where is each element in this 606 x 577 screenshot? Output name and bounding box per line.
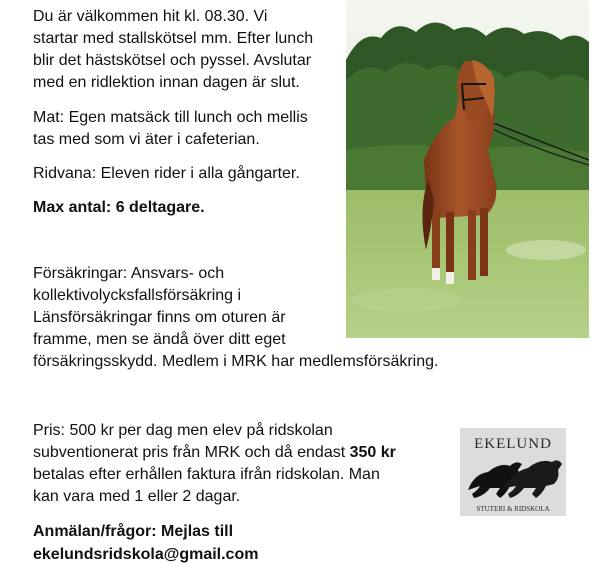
horse-photo [346,0,589,338]
riding-level: Ridvana: Eleven rider i alla gångarter. [33,165,300,182]
intro-line: med en ridlektion innan dagen är slut. [33,74,300,91]
insurance-line: Länsförsäkringar finns om oturen är [33,309,286,326]
contact-label: Anmälan/frågor: Mejlas till [33,523,234,540]
price-line: Pris: 500 kr per dag men elev på ridskolan [33,422,333,439]
contact-email: ekelundsridskola@gmail.com [33,546,259,563]
max-participants: Max antal: 6 deltagare. [33,199,205,216]
insurance-line: kollektivolycksfallsförsäkring i [33,287,242,304]
logo-name: EKELUND [474,436,552,452]
food-line: Mat: Egen matsäck till lunch och mellis [33,109,308,126]
logo-tagline: STUTERI & RIDSKOLA [476,505,550,513]
price-text: subventionerat pris från MRK och då endast [33,444,350,461]
price-line [33,442,396,463]
price-amount: 350 kr [349,444,396,461]
intro-line: blir det hästskötsel och pyssel. Avslutar [33,52,312,69]
logo-graphic [460,428,566,516]
insurance-line: försäkringsskydd. Medlem i MRK har medlemsförsäkring. [33,353,439,370]
price-line: kan vara med 1 eller 2 dagar. [33,488,241,505]
insurance-line: Försäkringar: Ansvars- och [33,265,225,282]
ekelund-logo [460,428,566,516]
food-line: tas med som vi äter i cafeterian. [33,131,260,148]
insurance-line: framme, men se ändå över ditt eget [33,331,286,348]
price-line: betalas efter erhållen faktura ifrån ridskolan. Man [33,466,380,483]
intro-line: startar med stallskötsel mm. Efter lunch [33,30,314,47]
intro-line: Du är välkommen hit kl. 08.30. Vi [33,8,268,25]
